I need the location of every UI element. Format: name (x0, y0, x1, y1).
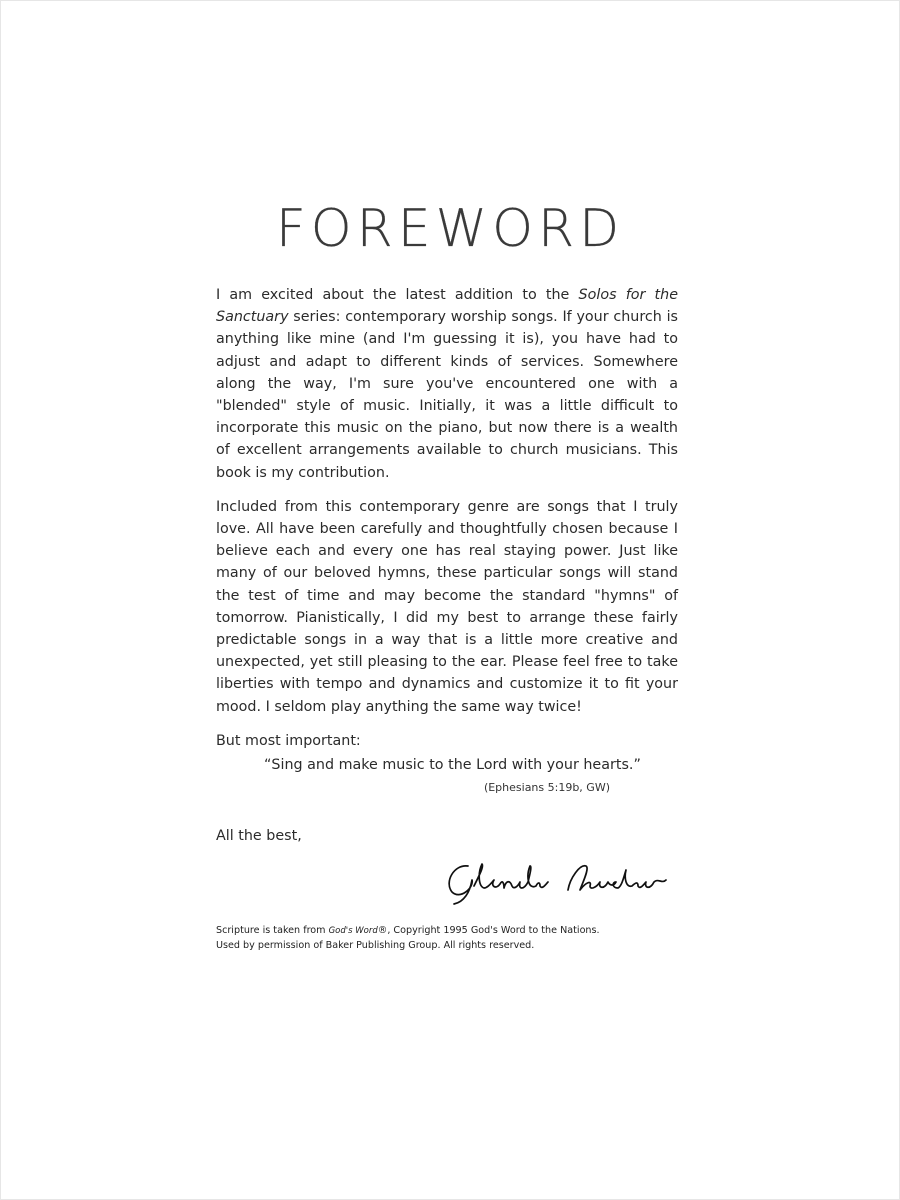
quote-intro: But most important: (216, 732, 361, 749)
paragraph-1-start: I am excited about the latest addition to the (216, 287, 579, 303)
signature-stroke (449, 864, 666, 904)
footnote-line-2: Used by permission of Baker Publishing Group. All rights reserved. (216, 939, 535, 951)
footnote-suffix: ®, Copyright 1995 God's Word to the Nations. (377, 925, 600, 936)
footnote-prefix: Scripture is taken from (216, 925, 329, 936)
scripture-citation: (Ephesians 5:19b, GW) (483, 781, 610, 795)
paragraph-1-rest: series: contemporary worship songs. If your church is anything like mine (and I'm guessing it is), you have had to adjust and adapt to different kinds of services. Somewhere along the way, I'm sure you've encountered one with a "blended" style of music. Initially, it was a little difficult to incorporate this music on the piano, but now there is a wealth of excellent arrangements available to church musicians. This book is my contribution. (216, 309, 678, 481)
foreword-body (216, 284, 678, 848)
footnote-line-1 (216, 924, 686, 939)
copyright-footnote (216, 924, 686, 953)
scripture-quote: “Sing and make music to the Lord with your hearts.” (264, 757, 641, 774)
paragraph-1 (216, 284, 678, 484)
series-title: Solos for the Sanctuary (216, 287, 679, 326)
closing-line: All the best, (216, 828, 302, 845)
page-title: FOREWORD (275, 198, 625, 259)
signature (440, 852, 670, 912)
footnote-source: God's Word (328, 926, 378, 936)
paragraph-2: Included from this contemporary genre are songs that I truly love. All have been carefully and thoughtfully chosen because I believe each and every one has real staying power. Just like many of our beloved hymns, these particular songs will stand the test of time and may become the standard "hymns" of tomorrow. Pianistically, I did my best to arrange these fairly predictable songs in a way that is a little more creative and unexpected, yet still pleasing to the ear. Please feel free to take liberties with tempo and dynamics and customize it to fit your mood. I seldom play anything the same way twice! (216, 498, 678, 715)
